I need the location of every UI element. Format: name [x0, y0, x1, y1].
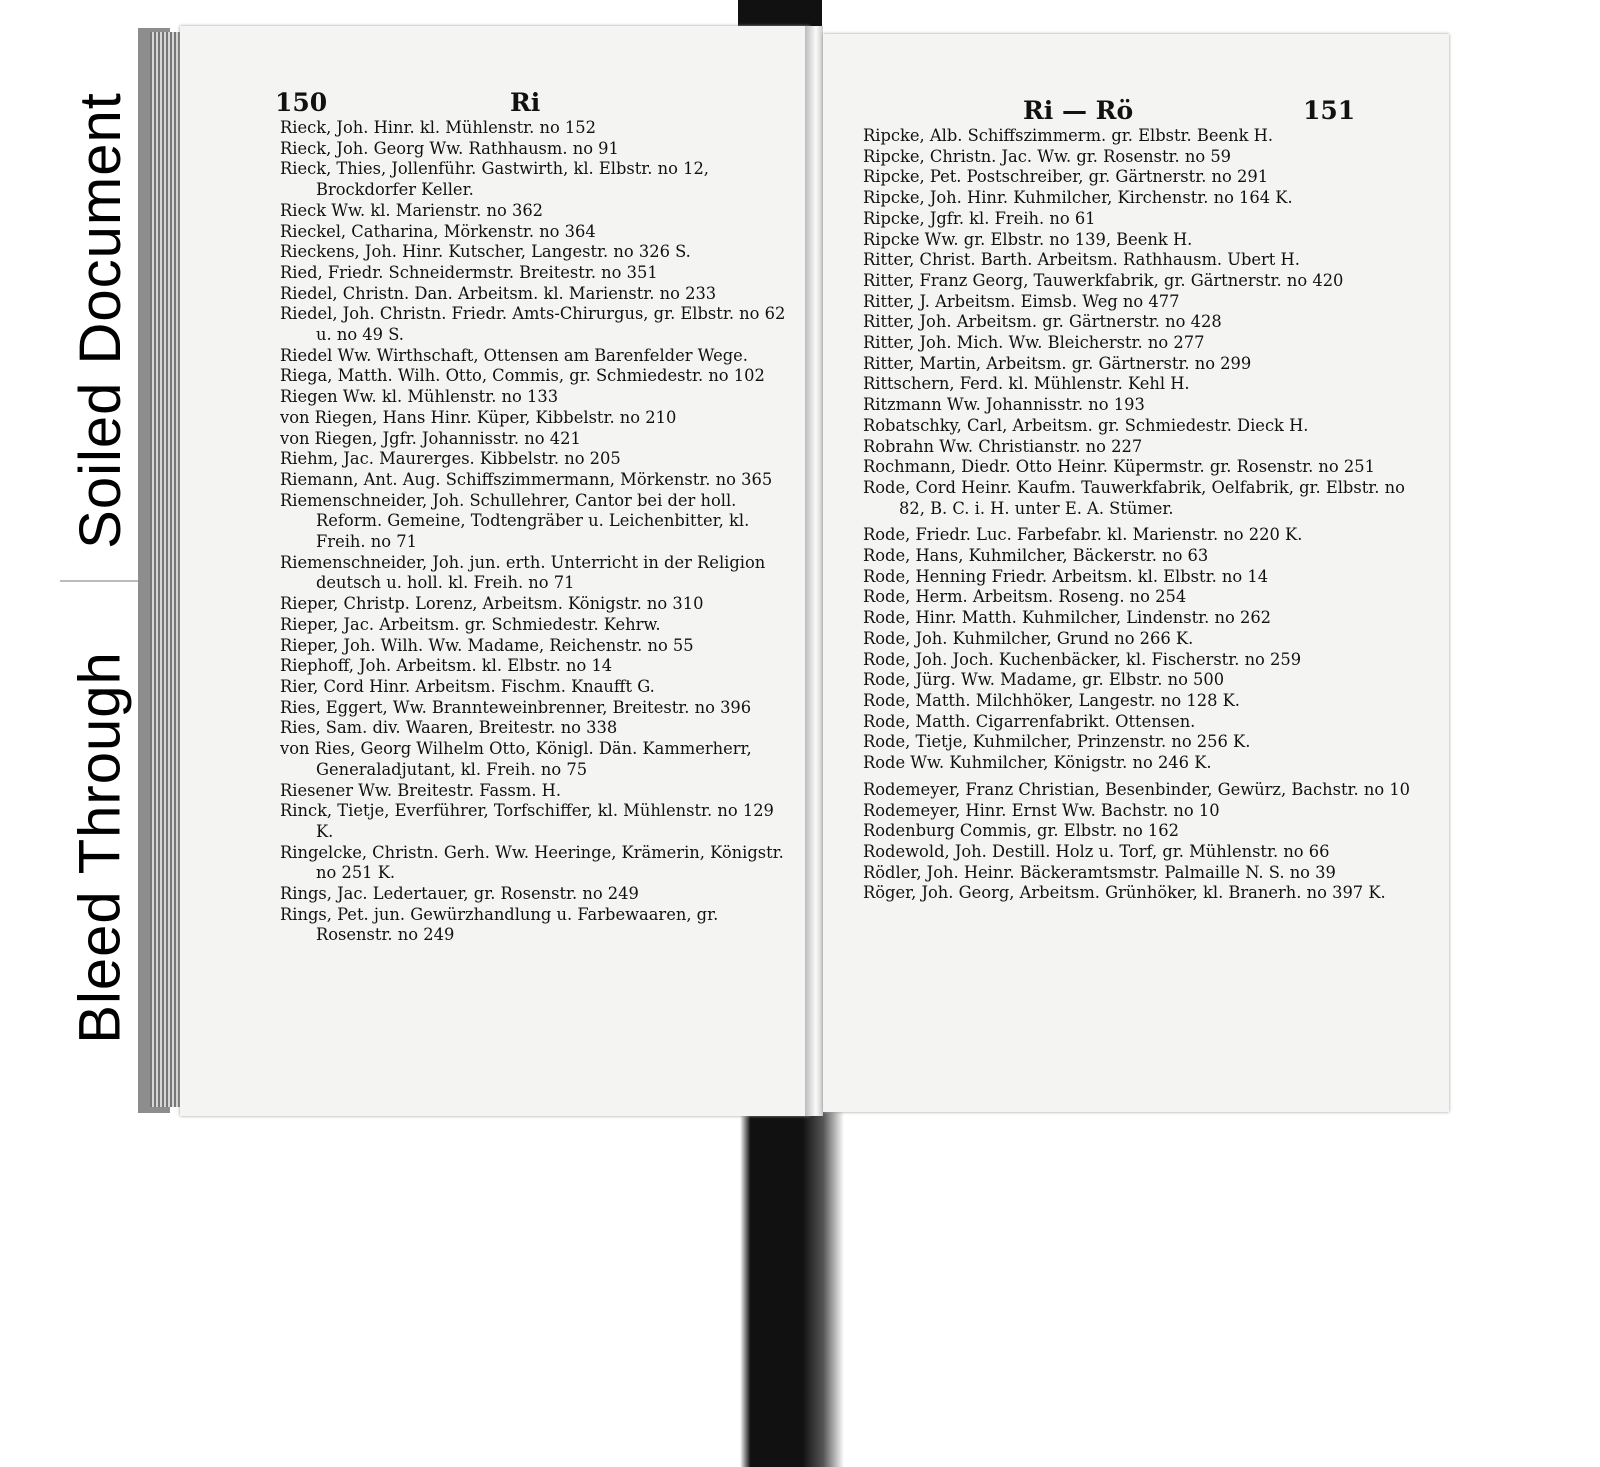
directory-entry: Ritter, Joh. Arbeitsm. gr. Gärtnerstr. no 428	[863, 312, 1222, 332]
side-label-strip	[40, 60, 150, 1060]
spine-strip	[738, 0, 822, 26]
bleed-through-text: Bleed Through	[67, 651, 133, 1044]
directory-entry: Rode, Hinr. Matth. Kuhmilcher, Lindenstr. no 262	[863, 608, 1272, 628]
directory-entry: Rodewold, Joh. Destill. Holz u. Torf, gr. Mühlenstr. no 66	[863, 841, 1330, 861]
directory-entry: Rode, Hans, Kuhmilcher, Bäckerstr. no 63	[863, 546, 1209, 566]
directory-entry: Ripcke, Alb. Schiffszimmerm. gr. Elbstr. Beenk H.	[863, 126, 1274, 145]
directory-entry: Rodemeyer, Hinr. Ernst Ww. Bachstr. no 10	[863, 800, 1220, 820]
directory-entry: Ritter, J. Arbeitsm. Eimsb. Weg no 477	[863, 291, 1180, 311]
directory-entry: Rode, Herm. Arbeitsm. Roseng. no 254	[863, 587, 1187, 607]
directory-entry: Rier, Cord Hinr. Arbeitsm. Fischm. Knaufft G.	[280, 676, 655, 696]
page-edges	[150, 32, 180, 1107]
directory-entry: Rode, Cord Heinr. Kaufm. Tauwerkfabrik, Oelfabrik, gr. Elbstr. no 82, B. C. i. H. unter E. A. Stümer.	[863, 477, 1405, 518]
directory-entry: Riegen Ww. kl. Mühlenstr. no 133	[280, 387, 559, 407]
right-entry-list	[863, 126, 1423, 904]
directory-entry: Rode, Joh. Joch. Kuchenbäcker, kl. Fischerstr. no 259	[863, 649, 1302, 669]
left-page	[180, 26, 810, 1116]
directory-entry: Rode, Tietje, Kuhmilcher, Prinzenstr. no 256 K.	[863, 732, 1251, 752]
directory-entry: von Ries, Georg Wilhelm Otto, Königl. Dän. Kammerherr, Generaladjutant, kl. Freih. no 75	[280, 739, 752, 779]
directory-entry: Ringelcke, Christn. Gerh. Ww. Heeringe, Krämerin, Königstr. no 251 K.	[280, 842, 784, 883]
directory-entry: Rieck, Joh. Georg Ww. Rathhausm. no 91	[280, 138, 619, 158]
bleed-through-label	[60, 595, 140, 1100]
soiled-document-label	[60, 60, 142, 582]
directory-entry: Riedel, Joh. Christn. Friedr. Amts-Chirurgus, gr. Elbstr. no 62 u. no 49 S.	[280, 304, 786, 345]
directory-entry: Robatschky, Carl, Arbeitsm. gr. Schmiedestr. Dieck H.	[863, 415, 1309, 435]
directory-entry: Rings, Pet. jun. Gewürzhandlung u. Farbewaaren, gr. Rosenstr. no 249	[280, 904, 719, 945]
directory-entry: Ripcke, Joh. Hinr. Kuhmilcher, Kirchenstr. no 164 K.	[863, 188, 1293, 208]
directory-entry: Rode Ww. Kuhmilcher, Königstr. no 246 K.	[863, 753, 1212, 773]
directory-entry: Rieckel, Catharina, Mörkenstr. no 364	[280, 221, 596, 241]
directory-entry: Ripcke, Pet. Postschreiber, gr. Gärtnerstr. no 291	[863, 167, 1269, 187]
directory-entry: Riesener Ww. Breitestr. Fassm. H.	[280, 780, 562, 800]
directory-entry: Rode, Joh. Kuhmilcher, Grund no 266 K.	[863, 628, 1194, 648]
directory-entry: Rieck Ww. kl. Marienstr. no 362	[280, 200, 544, 220]
directory-entry: Ritter, Franz Georg, Tauwerkfabrik, gr. Gärtnerstr. no 420	[863, 270, 1344, 290]
directory-entry: Ries, Eggert, Ww. Brannteweinbrenner, Breitestr. no 396	[280, 697, 752, 717]
directory-entry: Ritter, Martin, Arbeitsm. gr. Gärtnerstr. no 299	[863, 353, 1252, 373]
right-page-number: 151	[1303, 96, 1356, 125]
directory-entry: Ripcke Ww. gr. Elbstr. no 139, Beenk H.	[863, 229, 1193, 249]
left-entry-list	[280, 118, 790, 946]
directory-entry: von Riegen, Jgfr. Johannisstr. no 421	[280, 428, 581, 448]
directory-entry: Riemenschneider, Joh. jun. erth. Unterricht in der Religion deutsch u. holl. kl. Freih. no 71	[280, 552, 766, 593]
directory-entry: Rinck, Tietje, Everführer, Torfschiffer, kl. Mühlenstr. no 129 K.	[280, 801, 774, 841]
directory-entry: Riehm, Jac. Maurerges. Kibbelstr. no 205	[280, 449, 621, 469]
directory-entry: Riemann, Ant. Aug. Schiffszimmermann, Mörkenstr. no 365	[280, 469, 773, 489]
directory-entry: Rittschern, Ferd. kl. Mühlenstr. Kehl H.	[863, 374, 1190, 394]
left-page-number: 150	[275, 88, 328, 117]
directory-entry: Ripcke, Jgfr. kl. Freih. no 61	[863, 208, 1096, 228]
directory-entry: Röger, Joh. Georg, Arbeitsm. Grünhöker, kl. Branerh. no 397 K.	[863, 883, 1386, 903]
left-page-heading: Ri	[510, 88, 541, 117]
directory-entry: Robrahn Ww. Christianstr. no 227	[863, 436, 1143, 456]
directory-entry: Ritter, Joh. Mich. Ww. Bleicherstr. no 277	[863, 333, 1205, 353]
directory-entry: Riemenschneider, Joh. Schullehrer, Cantor bei der holl. Reform. Gemeine, Todtengräber u. Leichenbitter, kl. Freih. no 71	[280, 490, 750, 552]
directory-entry: Riega, Matth. Wilh. Otto, Commis, gr. Schmiedestr. no 102	[280, 366, 765, 386]
directory-entry: Rieckens, Joh. Hinr. Kutscher, Langestr. no 326 S.	[280, 242, 691, 262]
directory-entry: Ritter, Christ. Barth. Arbeitsm. Rathhausm. Ubert H.	[863, 250, 1300, 270]
directory-entry: Ritzmann Ww. Johannisstr. no 193	[863, 395, 1145, 415]
directory-entry: Rödler, Joh. Heinr. Bäckeramtsmstr. Palmaille N. S. no 39	[863, 862, 1336, 882]
directory-entry: Riedel Ww. Wirthschaft, Ottensen am Barenfelder Wege.	[280, 345, 748, 365]
directory-entry: Rieper, Jac. Arbeitsm. gr. Schmiedestr. Kehrw.	[280, 614, 661, 634]
directory-entry: Rochmann, Diedr. Otto Heinr. Küpermstr. gr. Rosenstr. no 251	[863, 457, 1375, 477]
directory-entry: Rode, Matth. Cigarrenfabrikt. Ottensen.	[863, 711, 1196, 731]
directory-entry: Rode, Henning Friedr. Arbeitsm. kl. Elbstr. no 14	[863, 566, 1269, 586]
directory-entry: Riephoff, Joh. Arbeitsm. kl. Elbstr. no 14	[280, 656, 613, 676]
spine-gutter	[805, 26, 823, 1116]
directory-entry: Rieck, Thies, Jollenführ. Gastwirth, kl. Elbstr. no 12, Brockdorfer Keller.	[280, 159, 709, 200]
soiled-document-text: Soiled Document	[67, 91, 133, 549]
directory-entry: Ripcke, Christn. Jac. Ww. gr. Rosenstr. no 59	[863, 146, 1232, 166]
directory-entry: Ried, Friedr. Schneidermstr. Breitestr. no 351	[280, 262, 658, 282]
binding-strip	[740, 1112, 844, 1467]
directory-entry: von Riegen, Hans Hinr. Küper, Kibbelstr. no 210	[280, 407, 677, 427]
directory-entry: Rode, Jürg. Ww. Madame, gr. Elbstr. no 500	[863, 670, 1225, 690]
directory-entry: Rieper, Joh. Wilh. Ww. Madame, Reichenstr. no 55	[280, 635, 694, 655]
directory-entry: Rodenburg Commis, gr. Elbstr. no 162	[863, 821, 1180, 841]
directory-entry: Rodemeyer, Franz Christian, Besenbinder, Gewürz, Bachstr. no 10	[863, 779, 1411, 799]
directory-entry: Rings, Jac. Ledertauer, gr. Rosenstr. no 249	[280, 884, 639, 904]
directory-entry: Rode, Friedr. Luc. Farbefabr. kl. Marienstr. no 220 K.	[863, 525, 1303, 545]
right-page	[823, 34, 1449, 1112]
directory-entry: Rieck, Joh. Hinr. kl. Mühlenstr. no 152	[280, 118, 597, 137]
directory-entry: Ries, Sam. div. Waaren, Breitestr. no 338	[280, 718, 618, 738]
directory-entry: Rode, Matth. Milchhöker, Langestr. no 128 K.	[863, 690, 1240, 710]
directory-entry: Riedel, Christn. Dan. Arbeitsm. kl. Marienstr. no 233	[280, 283, 717, 303]
directory-entry: Rieper, Christp. Lorenz, Arbeitsm. Königstr. no 310	[280, 594, 704, 614]
right-page-heading: Ri — Rö	[1023, 96, 1134, 125]
